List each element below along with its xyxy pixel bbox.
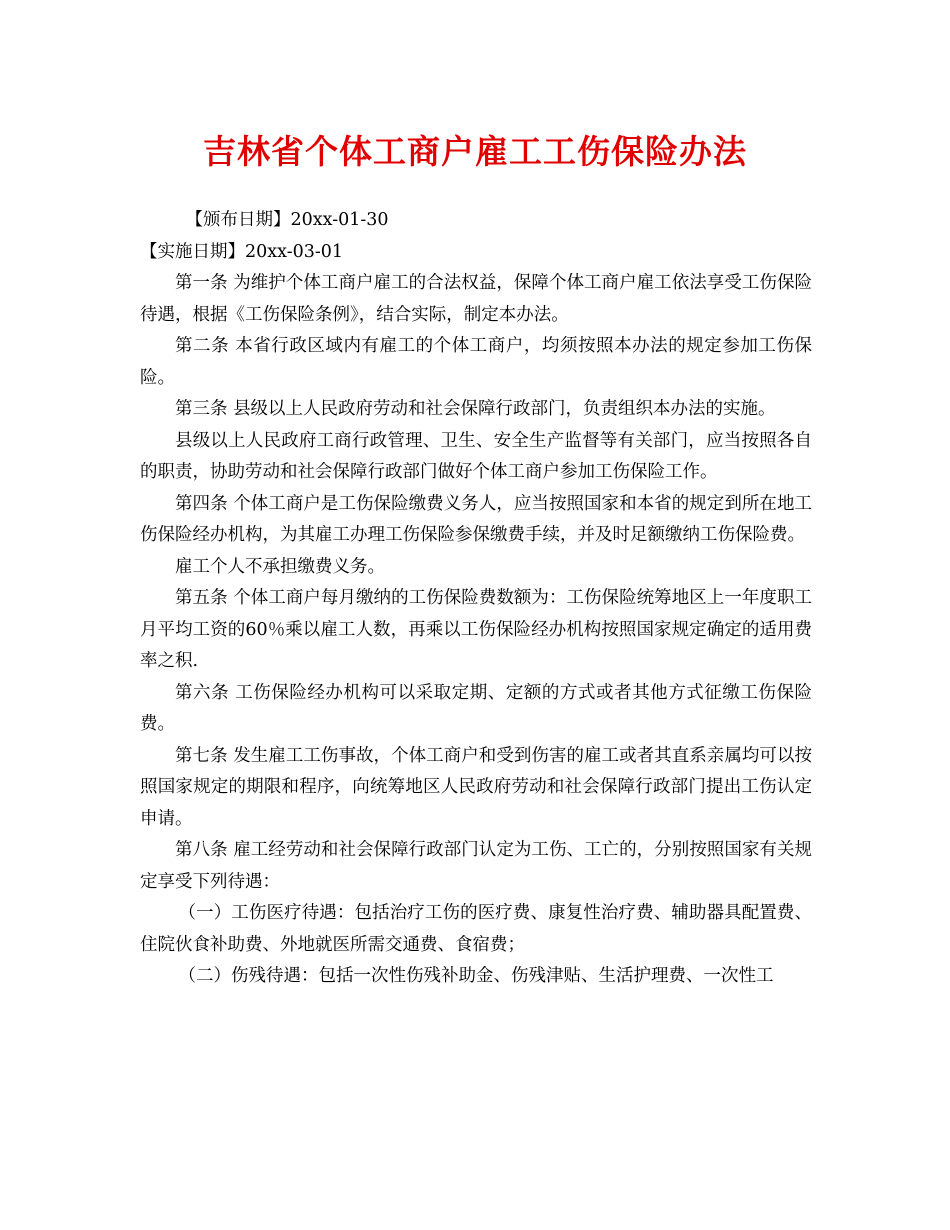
article-8: 第八条 雇工经劳动和社会保障行政部门认定为工伤、工亡的，分别按照国家有关规定享受下列待遇： xyxy=(140,840,812,892)
article-8-item-1: （一）工伤医疗待遇：包括治疗工伤的医疗费、康复性治疗费、辅助器具配置费、住院伙食补助费、外地就医所需交通费、食宿费； xyxy=(140,903,812,955)
article-4-clause-2: 雇工个人不承担缴费义务。 xyxy=(175,556,385,577)
article-6: 第六条 工伤保险经办机构可以采取定期、定额的方式或者其他方式征缴工伤保险费。 xyxy=(140,682,812,734)
article-8-item-2: （二）伤残待遇：包括一次性伤残补助金、伤残津贴、生活护理费、一次性工 xyxy=(178,966,774,986)
article-4: 第四条 个体工商户是工伤保险缴费义务人，应当按照国家和本省的规定到所在地工伤保险经办机构，为其雇工办理工伤保险参保缴费手续，并及时足额缴纳工伤保险费。 xyxy=(140,493,812,545)
article-5: 第五条 个体工商户每月缴纳的工伤保险费数额为：工伤保险统筹地区上一年度职工月平均工资的60％乘以雇工人数，再乘以工伤保险经办机构按照国家规定确定的适用费率之积. xyxy=(140,588,812,671)
article-3-clause-2: 县级以上人民政府工商行政管理、卫生、安全生产监督等有关部门，应当按照各自的职责，协助劳动和社会保障行政部门做好个体工商户参加工伤保险工作。 xyxy=(140,430,812,482)
document-title: 吉林省个体工商户雇工工伤保险办法 xyxy=(203,132,747,171)
article-3: 第三条 县级以上人民政府劳动和社会保障行政部门，负责组织本办法的实施。 xyxy=(175,399,776,419)
effective-date: 【实施日期】20xx-03-01 xyxy=(140,241,344,262)
article-1: 第一条 为维护个体工商户雇工的合法权益，保障个体工商户雇工依法享受工伤保险待遇，根据《工伤保险条例》，结合实际，制定本办法。 xyxy=(140,273,812,325)
promulgation-date: 【颁布日期】20xx-01-30 xyxy=(185,210,389,230)
document-body xyxy=(140,205,812,993)
article-2: 第二条 本省行政区域内有雇工的个体工商户，均须按照本办法的规定参加工伤保险。 xyxy=(140,336,812,388)
article-7: 第七条 发生雇工工伤事故，个体工商户和受到伤害的雇工或者其直系亲属均可以按照国家规定的期限和程序，向统筹地区人民政府劳动和社会保障行政部门提出工伤认定申请。 xyxy=(140,745,812,829)
